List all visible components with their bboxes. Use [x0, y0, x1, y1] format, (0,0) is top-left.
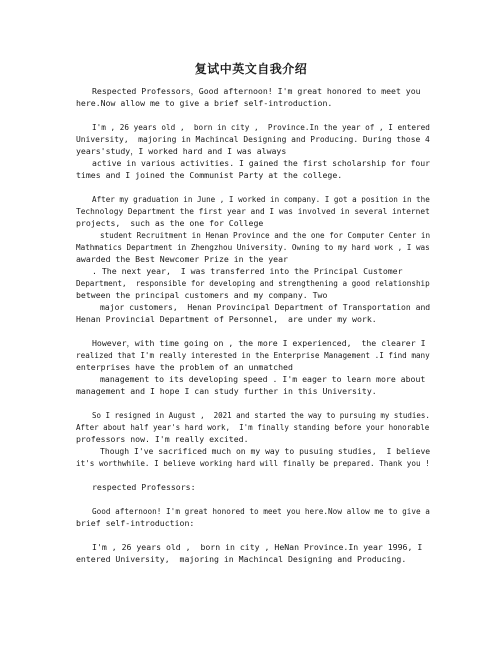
- text-line: major customers, Henan Provincipal Department of Transportation and: [100, 302, 431, 312]
- text-line: Technology Department the first year and I was involved in several internet: [76, 206, 430, 216]
- text-line: enterprises have the problem of an unmatched: [76, 362, 293, 372]
- document-title: 复试中英文自我介绍: [194, 62, 308, 76]
- text-line: projects, such as the one for College: [76, 218, 264, 228]
- text-line: Though I've sacrificed much on my way to pusuing studies, I believe: [100, 446, 431, 456]
- text-line: . The next year, I was transferred into the Principal Customer: [92, 266, 403, 276]
- text-line: years'study，I worked hard and I was always: [76, 146, 287, 156]
- text-line: entered University, majoring in Machincal Designing and Producing.: [76, 554, 407, 564]
- text-line: active in various activities. I gained the first scholarship for four: [92, 158, 431, 168]
- text-line: Respected Professors，Good afternoon! I'm great honored to meet you: [92, 86, 421, 96]
- text-line: However，with time going on , the more I experienced, the clearer I: [92, 338, 426, 348]
- text-line: I'm , 26 years old , born in city , HeNan Province.In year 1996, I: [92, 542, 423, 552]
- text-line: here.Now allow me to give a brief self-introduction.: [76, 98, 333, 108]
- text-line: brief self-introduction:: [76, 518, 195, 528]
- text-line: After my graduation in June , I worked in company. I got a position in the: [92, 194, 430, 204]
- text-line: student Recruitment in Henan Province and the one for Computer Center in: [100, 230, 431, 240]
- text-line: management to its developing speed . I'm eager to learn more about: [100, 374, 426, 384]
- text-line: it's worthwhile. I believe working hard will finally be prepared. Thank you !: [76, 458, 430, 468]
- text-line: So I resigned in August , 2021 and started the way to pursuing my studies.: [92, 410, 430, 420]
- text-line: Department, responsible for developing and strengthening a good relationship: [76, 278, 430, 288]
- text-line: University, majoring in Machincal Designing and Producing. During those 4: [76, 134, 430, 144]
- text-line: between the principal customers and my company. Two: [76, 290, 328, 300]
- text-line: awarded the Best Newcomer Prize in the year: [76, 254, 288, 264]
- text-line: respected Professors:: [92, 482, 196, 492]
- text-line: I'm , 26 years old , born in city , Province.In the year of , I entered: [92, 122, 430, 132]
- text-line: Mathmatics Department in Zhengzhou University. Owning to my hard work , I was: [76, 242, 430, 252]
- text-line: times and I joined the Communist Party at the college.: [76, 170, 343, 180]
- text-line: management and I hope I can study further in this University.: [76, 386, 377, 396]
- text-line: realized that I'm really interested in the Enterprise Management .I find many: [76, 350, 430, 360]
- text-line: Henan Provincial Department of Personnel, are under my work.: [76, 314, 377, 324]
- text-line: After about half year's hard work, I'm finally standing before your honorable: [76, 422, 430, 432]
- text-line: professors now. I'm really excited.: [76, 434, 249, 444]
- text-line: Good afternoon! I'm great honored to meet you here.Now allow me to give a: [92, 506, 430, 516]
